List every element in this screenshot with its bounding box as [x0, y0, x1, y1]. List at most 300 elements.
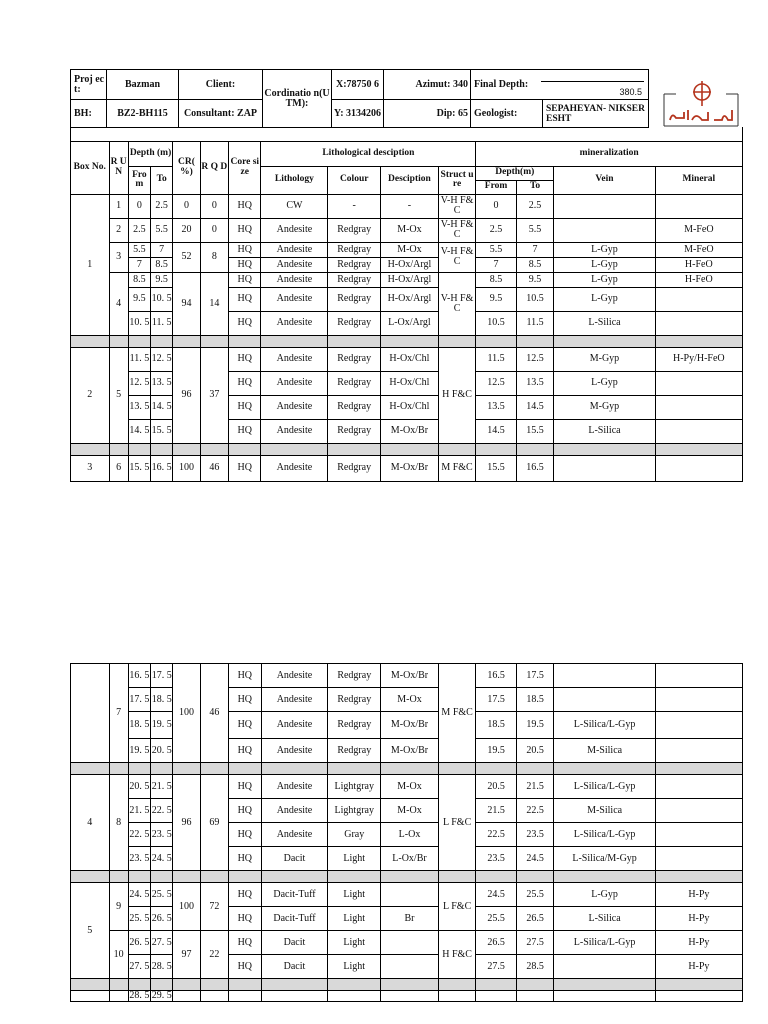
description: H-Ox/Argl: [381, 287, 439, 311]
from-depth: 9.5: [128, 287, 150, 311]
core-recovery: 96: [173, 775, 200, 871]
colour: Redgray: [328, 242, 381, 257]
separator-cell: [554, 979, 655, 991]
separator-cell: [438, 443, 475, 455]
from-depth: 23. 5: [128, 847, 150, 871]
mineral-to: 27.5: [516, 931, 554, 955]
colour: Light: [328, 847, 381, 871]
core-size: HQ: [229, 739, 261, 763]
to-depth: 12. 5: [151, 347, 173, 371]
mineral-from: 22.5: [476, 823, 517, 847]
separator-cell: [128, 763, 150, 775]
box-number: [71, 991, 110, 1002]
core-size: HQ: [229, 931, 261, 955]
to-depth: 5.5: [151, 218, 173, 242]
mineral: [655, 739, 742, 763]
mineral-to: 9.5: [516, 272, 553, 287]
col-structure: Struct ure: [438, 166, 475, 194]
separator-cell: [438, 335, 475, 347]
description: M-Ox: [381, 688, 439, 712]
mineral-to: 19.5: [516, 712, 554, 739]
run-number: 2: [109, 218, 128, 242]
structure: M F&C: [438, 664, 476, 763]
rqd-value: 8: [200, 242, 228, 272]
to-depth: 20. 5: [151, 739, 173, 763]
dip-value: 65: [458, 107, 468, 119]
separator-cell: [554, 871, 655, 883]
separator-cell: [200, 763, 228, 775]
mineral-from: 25.5: [476, 907, 517, 931]
table-row: [71, 883, 743, 907]
core-recovery: 52: [173, 242, 200, 272]
colour: Redgray: [328, 395, 381, 419]
to-depth: 15. 5: [151, 419, 173, 443]
mineral-to: 16.5: [516, 455, 553, 481]
mineral-from: 16.5: [476, 664, 517, 688]
structure: L F&C: [438, 775, 476, 871]
colour: Redgray: [328, 712, 381, 739]
box-number: 3: [71, 455, 110, 481]
separator-cell: [151, 335, 173, 347]
col-min-to: To: [516, 180, 553, 194]
mineral-from: 21.5: [476, 799, 517, 823]
box-number: 1: [71, 194, 110, 335]
lithology: Andesite: [261, 311, 328, 335]
mineral-from: 11.5: [476, 347, 517, 371]
colour: Redgray: [328, 347, 381, 371]
from-depth: 13. 5: [128, 395, 150, 419]
to-depth: 28. 5: [151, 955, 173, 979]
vein: L-Silica: [554, 907, 655, 931]
box-number: 4: [71, 775, 110, 871]
core-size: HQ: [229, 823, 261, 847]
separator-cell: [151, 763, 173, 775]
bh-value: BZ2-BH115: [107, 100, 179, 128]
run-number: 5: [109, 347, 128, 443]
from-depth: 15. 5: [128, 455, 150, 481]
core-recovery: 20: [173, 218, 200, 242]
col-rqd: R Q D: [200, 141, 228, 194]
col-from: Fro m: [128, 166, 150, 194]
vein: L-Silica: [554, 419, 655, 443]
col-box: Box No.: [71, 141, 110, 194]
core-size: HQ: [229, 455, 261, 481]
table-row: [71, 739, 743, 763]
lithology: Andesite: [261, 347, 328, 371]
core-size: HQ: [229, 347, 261, 371]
rqd-value: 46: [200, 455, 228, 481]
from-depth: 7: [128, 257, 150, 272]
description: H-Ox/Argl: [381, 272, 439, 287]
mineral-to: 28.5: [516, 955, 554, 979]
separator-cell: [261, 335, 328, 347]
mineral: [655, 799, 742, 823]
structure: L F&C: [438, 883, 476, 931]
mineral: [655, 775, 742, 799]
separator-cell: [554, 443, 655, 455]
colour: Light: [328, 931, 381, 955]
vein: L-Silica/L-Gyp: [554, 712, 655, 739]
azimut-value: 340: [453, 78, 468, 90]
mineral-from: [476, 991, 517, 1002]
to-depth: 29. 5: [151, 990, 172, 1001]
table-row: [71, 218, 743, 242]
to-depth: 13. 5: [151, 371, 173, 395]
separator-cell: [229, 763, 261, 775]
colour: Redgray: [328, 287, 381, 311]
mineral-from: 27.5: [476, 955, 517, 979]
separator-cell: [655, 335, 742, 347]
col-cr: CR( %): [173, 141, 200, 194]
lithology: Dacit-Tuff: [261, 907, 328, 931]
description: -: [381, 194, 439, 218]
separator-cell: [200, 979, 228, 991]
lithology: Andesite: [261, 218, 328, 242]
vein: [554, 218, 655, 242]
rqd-value: [200, 991, 228, 1002]
separator-cell: [476, 443, 517, 455]
lithology: CW: [261, 194, 328, 218]
colour: Light: [328, 907, 381, 931]
separator-cell: [173, 871, 200, 883]
mineral-to: 22.5: [516, 799, 554, 823]
table-row: [71, 419, 743, 443]
description: M-Ox/Br: [381, 419, 439, 443]
run-number: 9: [109, 883, 128, 931]
separator-cell: [229, 871, 261, 883]
separator-cell: [109, 979, 128, 991]
rqd-value: 46: [200, 664, 228, 763]
from-depth: 12. 5: [128, 371, 150, 395]
lithology: Dacit-Tuff: [261, 883, 328, 907]
lithology: Andesite: [261, 739, 328, 763]
vein: [554, 991, 655, 1002]
colour: Redgray: [328, 664, 381, 688]
mineral-from: 18.5: [476, 712, 517, 739]
vein: L-Gyp: [554, 287, 655, 311]
core-size: HQ: [229, 664, 261, 688]
colour: [328, 991, 381, 1002]
y-coordinate: Y: 3134206: [332, 100, 384, 128]
separator-cell: [516, 871, 554, 883]
separator-cell: [381, 871, 439, 883]
mineral: [655, 395, 742, 419]
mineral-from: 17.5: [476, 688, 517, 712]
separator-cell: [200, 443, 228, 455]
col-colour: Colour: [328, 166, 381, 194]
mineral: H-Py: [655, 883, 742, 907]
core-size: HQ: [229, 218, 261, 242]
table-row: [71, 242, 743, 257]
mineral: H-Py/H-FeO: [655, 347, 742, 371]
vein: L-Gyp: [554, 272, 655, 287]
separator-cell: [476, 763, 517, 775]
consultant-label: Consultant: ZAP: [179, 100, 263, 128]
to-depth: 8.5: [151, 257, 173, 272]
separator-cell: [328, 871, 381, 883]
core-size: HQ: [229, 847, 261, 871]
separator-cell: [476, 335, 517, 347]
vein: L-Silica/L-Gyp: [554, 775, 655, 799]
lithology: Andesite: [261, 823, 328, 847]
colour: Lightgray: [328, 775, 381, 799]
project-value: Bazman: [107, 70, 179, 100]
core-log-table-2: [70, 663, 743, 1002]
separator-row: [71, 871, 743, 883]
separator-cell: [476, 871, 517, 883]
core-size: HQ: [229, 311, 261, 335]
mineral: M-FeO: [655, 218, 742, 242]
mineral: [655, 847, 742, 871]
client-label: Client:: [179, 70, 263, 100]
description: M-Ox/Br: [381, 712, 439, 739]
to-depth: 11. 5: [151, 311, 173, 335]
separator-cell: [381, 443, 439, 455]
lithology: Andesite: [261, 371, 328, 395]
table-row: [71, 823, 743, 847]
core-size: HQ: [229, 799, 261, 823]
mineral-to: 13.5: [516, 371, 553, 395]
description: M-Ox: [381, 775, 439, 799]
col-min-from: From: [476, 180, 517, 194]
lithology: Andesite: [261, 242, 328, 257]
lithology: Andesite: [261, 395, 328, 419]
rqd-value: 0: [200, 218, 228, 242]
core-recovery: 100: [173, 883, 200, 931]
run-number: 7: [109, 664, 128, 763]
geologist-value: SEPAHEYAN- NIKSERESHT: [543, 100, 649, 128]
separator-cell: [71, 763, 110, 775]
separator-cell: [554, 763, 655, 775]
core-size: HQ: [229, 688, 261, 712]
vein: M-Gyp: [554, 395, 655, 419]
table-row: [71, 371, 743, 395]
from-depth: 24. 5: [128, 883, 150, 907]
separator-cell: [200, 335, 228, 347]
vein: L-Silica/M-Gyp: [554, 847, 655, 871]
mineral-to: 10.5: [516, 287, 553, 311]
coordination-label: Cordinatio n(UTM):: [263, 70, 332, 128]
vein: L-Silica: [554, 311, 655, 335]
separator-cell: [229, 979, 261, 991]
colour: Redgray: [328, 218, 381, 242]
project-label: Proj ect:: [71, 70, 107, 100]
separator-row: [71, 443, 743, 455]
separator-cell: [328, 443, 381, 455]
run-number: [109, 991, 128, 1002]
final-depth-value: 380.5: [619, 87, 643, 97]
mineral: [655, 311, 742, 335]
col-depthm: Depth(m): [476, 166, 554, 180]
colour: Redgray: [328, 455, 381, 481]
mineral-from: 14.5: [476, 419, 517, 443]
separator-row: [71, 335, 743, 347]
separator-row: [71, 979, 743, 991]
lithology: Andesite: [261, 287, 328, 311]
separator-cell: [128, 443, 150, 455]
rqd-value: 69: [200, 775, 228, 871]
from-depth: 16. 5: [128, 664, 150, 688]
table-row: [71, 991, 743, 1002]
separator-cell: [554, 335, 655, 347]
description: [381, 991, 439, 1002]
box-number: [71, 664, 110, 763]
colour: Gray: [328, 823, 381, 847]
description: M-Ox: [381, 242, 439, 257]
separator-cell: [261, 763, 328, 775]
separator-cell: [516, 335, 553, 347]
final-depth-label: Final Depth:: [474, 78, 529, 90]
to-depth: 7: [151, 242, 173, 257]
run-number: 6: [109, 455, 128, 481]
description: M-Ox/Br: [381, 455, 439, 481]
col-run: R U N: [109, 141, 128, 194]
core-size: HQ: [229, 194, 261, 218]
core-log-table-1: [70, 127, 743, 482]
vein: L-Gyp: [554, 883, 655, 907]
separator-cell: [438, 979, 476, 991]
colour: Light: [328, 883, 381, 907]
mineral-from: 0: [476, 194, 517, 218]
mineral: [655, 371, 742, 395]
mineral-to: 26.5: [516, 907, 554, 931]
lithology: Andesite: [261, 688, 328, 712]
table-row: [71, 847, 743, 871]
vein: L-Gyp: [554, 371, 655, 395]
to-depth: 27. 5: [151, 931, 173, 955]
mineral-from: 5.5: [476, 242, 517, 257]
mineral-to: 15.5: [516, 419, 553, 443]
to-depth: 17. 5: [151, 664, 173, 688]
dip-cell: [384, 100, 471, 128]
col-depth: Depth (m): [128, 141, 173, 166]
from-depth: 27. 5: [128, 955, 150, 979]
vein: L-Gyp: [554, 242, 655, 257]
vein: [554, 455, 655, 481]
mineral-to: 11.5: [516, 311, 553, 335]
from-depth: 20. 5: [128, 775, 150, 799]
core-recovery: 97: [173, 931, 200, 979]
core-size: HQ: [229, 371, 261, 395]
colour: Redgray: [328, 739, 381, 763]
separator-cell: [173, 763, 200, 775]
from-depth: 26. 5: [128, 931, 150, 955]
structure: H F&C: [438, 931, 476, 979]
vein: L-Silica/L-Gyp: [554, 823, 655, 847]
separator-cell: [109, 335, 128, 347]
separator-cell: [151, 979, 173, 991]
colour: Redgray: [328, 371, 381, 395]
separator-cell: [71, 443, 110, 455]
table-row: [71, 311, 743, 335]
from-depth: 18. 5: [128, 712, 150, 739]
mineral-from: 20.5: [476, 775, 517, 799]
geologist-label: Geologist:: [471, 100, 543, 128]
separator-cell: [173, 443, 200, 455]
mineral-to: [516, 991, 554, 1002]
separator-cell: [173, 979, 200, 991]
vein: L-Silica/L-Gyp: [554, 931, 655, 955]
from-depth: 22. 5: [128, 823, 150, 847]
colour: -: [328, 194, 381, 218]
core-size: HQ: [229, 287, 261, 311]
structure: V-H F&C: [438, 242, 475, 272]
separator-cell: [381, 335, 439, 347]
mineral: H-Py: [655, 907, 742, 931]
header-table: [70, 69, 744, 128]
separator-cell: [128, 871, 150, 883]
core-size: HQ: [229, 419, 261, 443]
mineral: H-FeO: [655, 257, 742, 272]
azimut-label: [384, 70, 471, 100]
mineral-from: 24.5: [476, 883, 517, 907]
separator-cell: [516, 443, 553, 455]
box-number: 2: [71, 347, 110, 443]
to-depth: 14. 5: [151, 395, 173, 419]
table-row: [71, 455, 743, 481]
mineral-from: 9.5: [476, 287, 517, 311]
separator-cell: [109, 443, 128, 455]
separator-cell: [71, 871, 110, 883]
final-depth-line: [541, 81, 644, 82]
mineral-to: 5.5: [516, 218, 553, 242]
from-depth: 0: [128, 194, 150, 218]
separator-cell: [381, 979, 439, 991]
from-depth: 19. 5: [128, 739, 150, 763]
to-depth: 16. 5: [151, 455, 173, 481]
structure: V-H F&C: [438, 194, 475, 218]
colour: Redgray: [328, 419, 381, 443]
from-depth: 21. 5: [128, 799, 150, 823]
to-depth: 18. 5: [151, 688, 173, 712]
separator-cell: [381, 763, 439, 775]
table-row: [71, 664, 743, 688]
rqd-value: 22: [200, 931, 228, 979]
from-depth: 8.5: [128, 272, 150, 287]
separator-cell: [655, 871, 742, 883]
mineral-to: 25.5: [516, 883, 554, 907]
colour: Redgray: [328, 257, 381, 272]
core-size: HQ: [229, 257, 261, 272]
company-logo: [662, 76, 740, 128]
separator-cell: [128, 979, 150, 991]
table-row: [71, 688, 743, 712]
lithology: Andesite: [261, 419, 328, 443]
description: M-Ox: [381, 799, 439, 823]
lithology: Andesite: [261, 272, 328, 287]
mineral-from: 15.5: [476, 455, 517, 481]
core-size: HQ: [229, 272, 261, 287]
description: H-Ox/Chl: [381, 395, 439, 419]
core-size: HQ: [229, 883, 261, 907]
separator-cell: [261, 443, 328, 455]
rqd-value: 0: [200, 194, 228, 218]
col-to: To: [151, 166, 173, 194]
mineral: [655, 287, 742, 311]
to-depth: 25. 5: [151, 883, 173, 907]
mineral-from: 26.5: [476, 931, 517, 955]
lithology: Dacit: [261, 931, 328, 955]
mineral: H-Py: [655, 931, 742, 955]
mineral: [655, 688, 742, 712]
description: L-Ox/Br: [381, 847, 439, 871]
separator-cell: [261, 871, 328, 883]
core-recovery: 0: [173, 194, 200, 218]
dip-label: Dip:: [436, 107, 456, 119]
x-coordinate: X:78750 6: [332, 70, 384, 100]
description: L-Ox: [381, 823, 439, 847]
from-depth: 10. 5: [128, 311, 150, 335]
